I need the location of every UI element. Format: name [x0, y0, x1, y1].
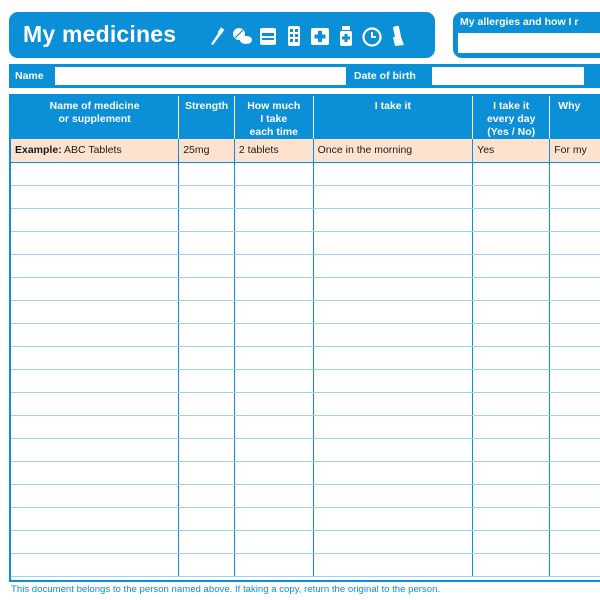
table-row — [11, 415, 600, 438]
table-cell[interactable] — [234, 530, 313, 553]
table-cell[interactable] — [313, 461, 473, 484]
table-cell[interactable] — [313, 507, 473, 530]
table-cell[interactable] — [550, 553, 600, 576]
table-cell[interactable] — [473, 277, 550, 300]
table-cell[interactable] — [550, 323, 600, 346]
pills-icon — [231, 24, 253, 48]
clock-icon — [361, 24, 383, 48]
example-daily: Yes — [473, 139, 550, 162]
first-aid-icon — [309, 24, 331, 48]
table-cell[interactable] — [179, 231, 235, 254]
table-cell[interactable] — [313, 162, 473, 185]
table-cell[interactable] — [473, 553, 550, 576]
table-cell[interactable] — [179, 484, 235, 507]
table-cell[interactable] — [234, 231, 313, 254]
table-cell[interactable] — [550, 461, 600, 484]
table-cell[interactable] — [179, 346, 235, 369]
name-label: Name — [15, 70, 44, 82]
blister-pack-icon — [283, 24, 305, 48]
table-row — [11, 530, 600, 553]
table-cell[interactable] — [550, 208, 600, 231]
table-cell[interactable] — [473, 530, 550, 553]
table-row — [11, 277, 600, 300]
table-cell[interactable] — [11, 254, 179, 277]
medicines-table — [9, 94, 600, 582]
table-cell[interactable] — [234, 346, 313, 369]
table-cell[interactable] — [179, 185, 235, 208]
table-cell[interactable] — [473, 254, 550, 277]
table-cell[interactable] — [234, 162, 313, 185]
table-cell[interactable] — [11, 277, 179, 300]
footer-note: This document belongs to the person named above. If taking a copy, return the original to the person. — [11, 584, 441, 595]
table-cell[interactable] — [473, 392, 550, 415]
example-row — [11, 139, 600, 162]
table-cell[interactable] — [313, 254, 473, 277]
table-row — [11, 323, 600, 346]
table-cell[interactable] — [179, 369, 235, 392]
table-cell[interactable] — [11, 346, 179, 369]
table-cell[interactable] — [550, 231, 600, 254]
table-cell[interactable] — [11, 231, 179, 254]
title-banner — [9, 12, 435, 58]
medicine-bottle-icon — [335, 24, 357, 48]
col-header-when: I take it — [313, 96, 473, 139]
table-cell[interactable] — [550, 185, 600, 208]
table-cell[interactable] — [179, 277, 235, 300]
medicine-icons — [205, 23, 409, 49]
table-cell[interactable] — [234, 415, 313, 438]
table-cell[interactable] — [234, 438, 313, 461]
table-cell[interactable] — [234, 185, 313, 208]
table-cell[interactable] — [313, 392, 473, 415]
example-why: For my — [550, 139, 600, 162]
table-cell[interactable] — [234, 369, 313, 392]
col-header-why: Why — [550, 96, 600, 139]
table-cell[interactable] — [550, 369, 600, 392]
table-cell[interactable] — [313, 553, 473, 576]
table-cell[interactable] — [11, 369, 179, 392]
personal-details-row — [9, 64, 600, 88]
table-cell[interactable] — [11, 415, 179, 438]
table-cell[interactable] — [313, 323, 473, 346]
table-cell[interactable] — [179, 553, 235, 576]
table-cell[interactable] — [179, 392, 235, 415]
table-cell[interactable] — [473, 369, 550, 392]
dob-field[interactable] — [432, 67, 584, 85]
col-header-every-day: I take it every day (Yes / No) — [473, 96, 550, 139]
table-cell[interactable] — [550, 254, 600, 277]
table-cell[interactable] — [11, 553, 179, 576]
table-cell[interactable] — [550, 415, 600, 438]
col-header-medicine: Name of medicine or supplement — [11, 96, 179, 139]
inhaler-icon — [387, 24, 409, 48]
table-cell[interactable] — [313, 415, 473, 438]
example-strength: 25mg — [179, 139, 235, 162]
table-cell[interactable] — [313, 346, 473, 369]
table-cell[interactable] — [473, 300, 550, 323]
table-row — [11, 392, 600, 415]
medicine-box-icon — [257, 24, 279, 48]
table-cell[interactable] — [473, 208, 550, 231]
table-cell[interactable] — [313, 300, 473, 323]
table-cell[interactable] — [473, 185, 550, 208]
table-cell[interactable] — [313, 208, 473, 231]
col-header-strength: Strength — [179, 96, 235, 139]
table-row — [11, 461, 600, 484]
table-cell[interactable] — [313, 185, 473, 208]
table-cell[interactable] — [179, 415, 235, 438]
table-header-row — [11, 96, 600, 139]
table-cell[interactable] — [179, 461, 235, 484]
table-cell[interactable] — [11, 323, 179, 346]
page-title: My medicines — [23, 21, 177, 47]
table-row — [11, 438, 600, 461]
table-cell[interactable] — [179, 323, 235, 346]
table-row — [11, 369, 600, 392]
allergies-box — [453, 12, 600, 58]
table-cell[interactable] — [313, 369, 473, 392]
table-row — [11, 162, 600, 185]
table-cell[interactable] — [550, 162, 600, 185]
table-cell[interactable] — [473, 231, 550, 254]
table-cell[interactable] — [550, 438, 600, 461]
table-cell[interactable] — [234, 254, 313, 277]
table-row — [11, 346, 600, 369]
table-cell[interactable] — [234, 208, 313, 231]
table-cell[interactable] — [550, 530, 600, 553]
table-cell[interactable] — [313, 277, 473, 300]
table-cell[interactable] — [473, 507, 550, 530]
table-cell[interactable] — [473, 438, 550, 461]
table-cell[interactable] — [550, 346, 600, 369]
col-header-amount: How much I take each time — [234, 96, 313, 139]
table-cell[interactable] — [11, 530, 179, 553]
table-cell[interactable] — [11, 438, 179, 461]
table-cell[interactable] — [11, 461, 179, 484]
table-cell[interactable] — [550, 507, 600, 530]
pipette-icon — [205, 24, 227, 48]
table-cell[interactable] — [11, 300, 179, 323]
table-cell[interactable] — [234, 277, 313, 300]
table-cell[interactable] — [234, 323, 313, 346]
table-row — [11, 507, 600, 530]
table-cell[interactable] — [473, 461, 550, 484]
table-cell[interactable] — [313, 438, 473, 461]
example-medicine-cell — [11, 139, 179, 162]
allergies-field[interactable] — [458, 33, 600, 53]
table-cell[interactable] — [550, 484, 600, 507]
table-cell[interactable] — [179, 438, 235, 461]
table-cell[interactable] — [473, 484, 550, 507]
table-cell[interactable] — [11, 208, 179, 231]
table-cell[interactable] — [179, 507, 235, 530]
table-cell[interactable] — [550, 392, 600, 415]
table-cell[interactable] — [234, 461, 313, 484]
table-row — [11, 300, 600, 323]
example-prefix: Example: — [15, 144, 62, 157]
table-row — [11, 553, 600, 576]
table-cell[interactable] — [179, 300, 235, 323]
table-row — [11, 254, 600, 277]
table-cell[interactable] — [179, 208, 235, 231]
table-cell[interactable] — [11, 185, 179, 208]
table-cell[interactable] — [11, 392, 179, 415]
example-amount: 2 tablets — [234, 139, 313, 162]
table-cell[interactable] — [11, 484, 179, 507]
table-cell[interactable] — [234, 300, 313, 323]
table-cell[interactable] — [473, 415, 550, 438]
table-cell[interactable] — [473, 162, 550, 185]
table-cell[interactable] — [550, 300, 600, 323]
table-cell[interactable] — [473, 346, 550, 369]
allergies-label: My allergies and how I r — [460, 16, 579, 28]
table-cell[interactable] — [473, 323, 550, 346]
name-field[interactable] — [55, 67, 346, 85]
dob-label: Date of birth — [354, 70, 416, 82]
row-end — [589, 67, 600, 85]
table-cell[interactable] — [179, 530, 235, 553]
table-cell[interactable] — [11, 507, 179, 530]
table-cell[interactable] — [313, 231, 473, 254]
table-row — [11, 185, 600, 208]
table-cell[interactable] — [179, 162, 235, 185]
table-cell[interactable] — [550, 277, 600, 300]
example-medicine: ABC Tablets — [61, 144, 122, 157]
table-cell[interactable] — [313, 484, 473, 507]
table-cell[interactable] — [234, 553, 313, 576]
table-cell[interactable] — [234, 507, 313, 530]
table-row — [11, 208, 600, 231]
table-cell[interactable] — [313, 530, 473, 553]
table-cell[interactable] — [234, 392, 313, 415]
table-cell[interactable] — [11, 162, 179, 185]
table-row — [11, 484, 600, 507]
table-cell[interactable] — [179, 254, 235, 277]
table-row — [11, 231, 600, 254]
example-when: Once in the morning — [313, 139, 473, 162]
table-cell[interactable] — [234, 484, 313, 507]
